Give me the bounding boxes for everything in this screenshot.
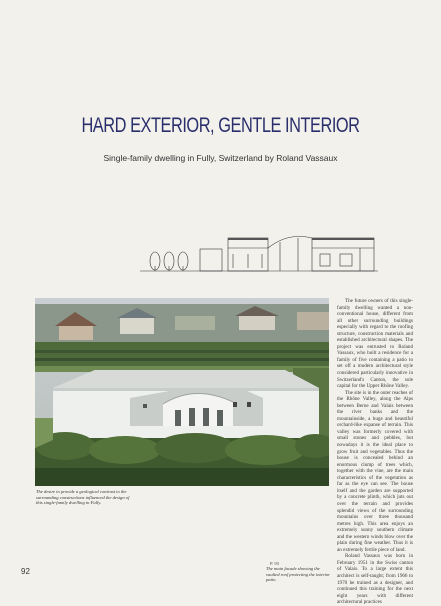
body-paragraph: Roland Vassaux was born in February 1951 in the Swiss canton of Valais. To a large extent this architect is self-taught; from 1966 to 1970 he trained as a designer, and continued this training for the next eight years with different architectural practices (337, 553, 413, 606)
caption-left: The desire to provide a geological contrast to the surrounding constructions influenced the design of this single-family dwelling in Fully. (36, 489, 130, 506)
photo-ref: P. 93 (270, 561, 279, 566)
article-subtitle: Single-family dwelling in Fully, Switzerland by Roland Vassaux (103, 153, 338, 163)
section-drawing (140, 228, 378, 278)
body-paragraph: The future owners of this single-family dwelling wanted a non-conventional house, different from all other surrounding buildings especially with regard to the roofing structure, construction materials and established architectural shapes. The project was entrusted to Roland Vassaux, who built a residence for a family of five containing a patio to set off a modern architectural style considered particularly innovative in Switzerland's Canton, the sole capital for the Upper Rhône Valley. (337, 298, 413, 390)
caption-right: The main facade showing the vaulted roof protecting the interior patio. (266, 566, 330, 583)
page-number: 92 (21, 567, 30, 576)
body-paragraph: The site is in the outer reaches of the Rhône Valley, along the Alps between Berne and Valais between the river banks and the mountainside, a huge and beautiful orchard-like expanse of terrain. This valley was formerly covered with small stones and pebbles, but nowadays it is the ideal place to grow fruit and vegetables. Thus the house is concealed behind an enormous clump of trees which, together with the vine, are the main characteristics of the vegetation as far as the eye can see. The house itself and the garden are supported by a concrete plinth, which juts out over the terrain and provides splendid views of the surrounding mountains over three thousand metres high. This area enjoys an extremely sunny southern climate and the western winds blow over the plain during fine weather. Thus it is an extremely fertile piece of land. (337, 389, 413, 553)
house-photo (35, 298, 329, 486)
article-title: HARD EXTERIOR, GENTLE INTERIOR (81, 114, 360, 137)
article-body (337, 298, 413, 606)
